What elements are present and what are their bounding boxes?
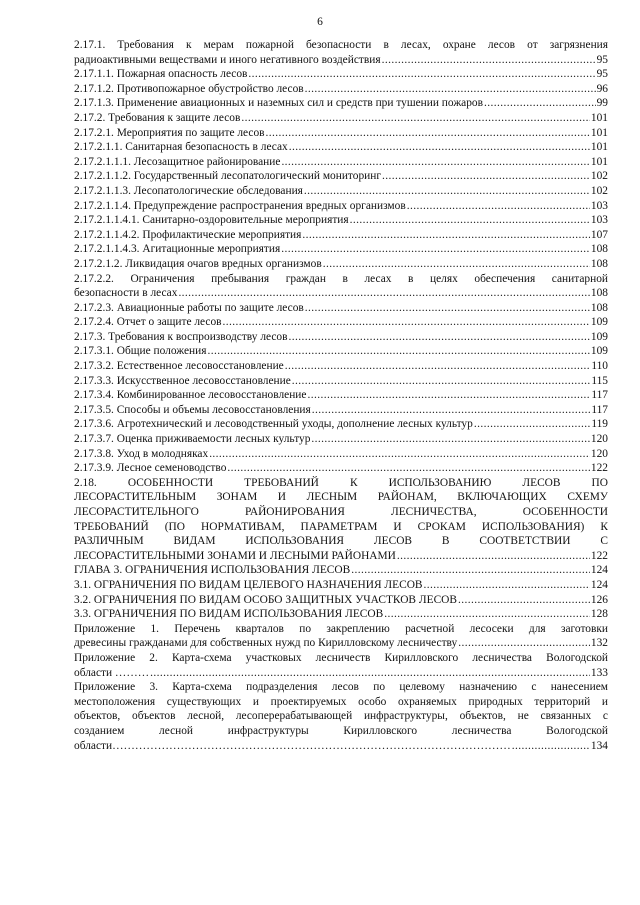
toc-entry-page: 108	[590, 243, 608, 256]
toc-entry[interactable]	[74, 432, 608, 447]
toc-entry-title: 2.17.2.1. Мероприятия по защите лесов	[74, 126, 265, 139]
toc-entry-title: древесины гражданами для собственных нужд по Кирилловскому лесничеству	[74, 637, 458, 650]
dot-leader	[266, 126, 590, 141]
toc-entry[interactable]	[74, 169, 608, 184]
toc-entry-page: 108	[590, 257, 608, 270]
toc-entry-page: 101	[590, 155, 608, 168]
dot-leader	[305, 82, 596, 97]
toc-entry-line: РАЗЛИЧНЫМ ВИДАМ ИСПОЛЬЗОВАНИЯ ЛЕСОВ В СООТВЕТСТВИИ С	[74, 535, 608, 548]
toc-entry[interactable]	[74, 578, 608, 593]
dot-leader	[288, 330, 589, 345]
toc-entry-title: 2.17.2.1.1. Санитарная безопасность в лесах	[74, 141, 288, 154]
toc-entry-line: Приложение 3. Карта-схема подразделения лесов по целевому назначению с нанесением	[74, 681, 608, 694]
dot-leader	[382, 53, 596, 68]
toc-entry[interactable]	[74, 607, 608, 622]
toc-entry[interactable]	[74, 417, 608, 432]
toc-entry-title: области ………	[74, 666, 150, 679]
toc-entry-page: 101	[590, 141, 608, 154]
toc-entry[interactable]	[74, 126, 608, 141]
toc-entry[interactable]	[74, 242, 608, 257]
toc-entry-page: 122	[590, 549, 608, 562]
dot-leader	[312, 403, 591, 418]
dot-leader	[241, 111, 590, 126]
toc-entry-title: 2.17.1.1. Пожарная опасность лесов	[74, 68, 248, 81]
toc-entry-page: 133	[590, 666, 608, 679]
toc-entry-title: 2.17.2.1.1.1. Лесозащитное районирование	[74, 155, 281, 168]
toc-entry[interactable]	[74, 388, 608, 403]
toc-entry-line: объектов, объектов лесной, лесоперерабатывающей инфраструктуры, объектов, не связанных с	[74, 710, 608, 723]
toc-entry-title: 2.17.2.1.1.4.2. Профилактические мероприятия	[74, 228, 302, 241]
toc-entry-page: 122	[590, 462, 608, 475]
dot-leader	[458, 636, 590, 651]
toc-entry-title: 2.17.3.7. Оценка приживаемости лесных культур	[74, 433, 311, 446]
toc-entry-line: Приложение 1. Перечень кварталов по закреплению расчетной лесосеки для заготовки	[74, 622, 608, 635]
dot-leader	[484, 96, 596, 111]
toc-entry[interactable]	[74, 359, 608, 374]
dot-leader	[281, 155, 589, 170]
toc-entry[interactable]	[74, 651, 608, 680]
toc-entry-title: 2.17.2.1.1.4.3. Агитационные мероприятия	[74, 243, 281, 256]
toc-entry-title: 2.17.3.2. Естественное лесовосстановление	[74, 360, 284, 373]
toc-entry-line: Приложение 2. Карта-схема участковых лесничеств Кирилловского лесничества Вологодской	[74, 651, 608, 664]
toc-entry-line: ТРЕБОВАНИЙ (ПО НОРМАТИВАМ, ПАРАМЕТРАМ И СРОКАМ ИСПОЛЬЗОВАНИЯ) К	[74, 520, 608, 533]
dot-leader	[209, 447, 590, 462]
toc-entry-page: 109	[590, 345, 608, 358]
toc-entry-title: 3.2. ОГРАНИЧЕНИЯ ПО ВИДАМ ОСОБО ЗАЩИТНЫХ УЧАСТКОВ ЛЕСОВ	[74, 593, 457, 606]
toc-entry-line: созданием лесной инфраструктуры Кирилловского лесничества Вологодской	[74, 724, 608, 737]
toc-entry[interactable]	[74, 272, 608, 301]
dot-leader	[289, 140, 590, 155]
dot-leader	[178, 286, 589, 301]
toc-entry-title: области……………………………………………………………………………………………	[74, 739, 511, 752]
toc-entry-page: 132	[590, 637, 608, 650]
toc-entry[interactable]	[74, 680, 608, 753]
toc-entry-page: 134	[590, 739, 608, 752]
toc-entry-page: 99	[596, 97, 608, 110]
page-number: 6	[317, 16, 323, 28]
dot-leader	[512, 739, 590, 754]
toc-entry-title: 3.3. ОГРАНИЧЕНИЯ ПО ВИДАМ ИСПОЛЬЗОВАНИЯ ЛЕСОВ	[74, 608, 384, 621]
toc-entry-title: 2.17.2.1.1.4. Предупреждение распространения вредных организмов	[74, 199, 406, 212]
dot-leader	[248, 67, 595, 82]
toc-entry-page: 107	[590, 228, 608, 241]
toc-entry[interactable]	[74, 563, 608, 578]
toc-entry[interactable]	[74, 184, 608, 199]
toc-entry-title: 2.17.2. Требования к защите лесов	[74, 111, 241, 124]
toc-entry[interactable]	[74, 461, 608, 476]
toc-entry[interactable]	[74, 315, 608, 330]
toc-entry[interactable]	[74, 82, 608, 97]
toc-entry[interactable]	[74, 476, 608, 564]
dot-leader	[407, 199, 590, 214]
toc-entry[interactable]	[74, 199, 608, 214]
dot-leader	[350, 213, 590, 228]
toc-entry-title: 2.17.1.2. Противопожарное обустройство лесов	[74, 82, 304, 95]
toc-entry-title: 2.17.3.3. Искусственное лесовосстановление	[74, 374, 291, 387]
toc-entry-title: 2.17.1.3. Применение авиационных и наземных сил и средств при тушении пожаров	[74, 97, 484, 110]
toc-entry[interactable]	[74, 140, 608, 155]
dot-leader	[458, 593, 590, 608]
toc-entry-title: 2.17.2.1.1.4.1. Санитарно-оздоровительные мероприятия	[74, 214, 349, 227]
dot-leader	[305, 301, 590, 316]
toc-entry[interactable]	[74, 228, 608, 243]
toc-entry-page: 101	[590, 126, 608, 139]
toc-entry-page: 109	[590, 330, 608, 343]
toc-entry-title: 2.17.3.6. Агротехнический и лесоводственный уходы, дополнение лесных культур	[74, 418, 473, 431]
toc-entry-line: ЛЕСОРАСТИТЕЛЬНЫМ ЗОНАМ И ЛЕСНЫМ РАЙОНАМ, ВКЛЮЧАЮЩИХ СХЕМУ	[74, 491, 608, 504]
toc-entry-title: 2.17.3.9. Лесное семеноводство	[74, 462, 227, 475]
dot-leader	[207, 344, 589, 359]
toc-entry-page: 117	[591, 389, 608, 402]
toc-entry-page: 124	[590, 564, 608, 577]
dot-leader	[384, 607, 590, 622]
toc-entry[interactable]	[74, 301, 608, 316]
toc-entry-title: 2.17.2.1.1.3. Лесопатологические обследования	[74, 184, 303, 197]
dot-leader	[351, 563, 590, 578]
dot-leader	[227, 461, 590, 476]
toc-entry-page: 102	[590, 184, 608, 197]
toc-entry-title: 2.17.2.3. Авиационные работы по защите лесов	[74, 301, 304, 314]
toc-entry[interactable]	[74, 344, 608, 359]
dot-leader	[307, 388, 590, 403]
toc-entry[interactable]	[74, 593, 608, 608]
toc-entry[interactable]	[74, 330, 608, 345]
toc-entry-line: 2.17.2.2. Ограничения пребывания граждан в лесах в целях обеспечения санитарной	[74, 272, 608, 285]
toc-entry-page: 95	[596, 68, 608, 81]
toc-entry-title: 2.17.3.1. Общие положения	[74, 345, 207, 358]
toc-entry[interactable]	[74, 111, 608, 126]
dot-leader	[302, 228, 590, 243]
toc-entry-page: 128	[590, 608, 608, 621]
toc-entry-page: 108	[590, 301, 608, 314]
toc-entry-title: 2.17.3.4. Комбинированное лесовосстановление	[74, 389, 307, 402]
toc-entry-page: 101	[590, 111, 608, 124]
dot-leader	[311, 432, 589, 447]
toc-entry-page: 102	[590, 170, 608, 183]
dot-leader	[304, 184, 590, 199]
toc-entry[interactable]	[74, 257, 608, 272]
toc-entry-page: 103	[590, 199, 608, 212]
dot-leader	[281, 242, 590, 257]
toc-entry[interactable]	[74, 155, 608, 170]
toc-entry-title: 2.17.2.4. Отчет о защите лесов	[74, 316, 222, 329]
toc-entry[interactable]	[74, 96, 608, 111]
toc-entry-page: 96	[596, 82, 608, 95]
dot-leader	[150, 666, 590, 681]
toc-entry-title: 2.17.3. Требования к воспроизводству лесов	[74, 330, 288, 343]
toc-entry-title: ГЛАВА 3. ОГРАНИЧЕНИЯ ИСПОЛЬЗОВАНИЯ ЛЕСОВ	[74, 564, 351, 577]
toc-entry-page: 109	[590, 316, 608, 329]
toc-entry-title: 2.17.3.5. Способы и объемы лесовосстановления	[74, 403, 311, 416]
dot-leader	[397, 549, 590, 564]
toc-entry-title: безопасности в лесах	[74, 287, 178, 300]
toc-entry-line: ЛЕСОРАСТИТЕЛЬНОГО РАЙОНИРОВАНИЯ ЛЕСНИЧЕСТВА, ОСОБЕННОСТИ	[74, 506, 608, 518]
toc-entry[interactable]	[74, 38, 608, 67]
toc-entry-page: 115	[591, 374, 608, 387]
toc-entry-title: 3.1. ОГРАНИЧЕНИЯ ПО ВИДАМ ЦЕЛЕВОГО НАЗНАЧЕНИЯ ЛЕСОВ	[74, 578, 423, 591]
toc-entry-page: 95	[596, 53, 608, 66]
toc-entry-page: 117	[591, 403, 608, 416]
dot-leader	[285, 359, 591, 374]
toc-entry-title: радиоактивными веществами и иного негативного воздействия	[74, 53, 381, 66]
toc-entry[interactable]	[74, 447, 608, 462]
dot-leader	[424, 578, 590, 593]
toc-entry[interactable]	[74, 622, 608, 651]
toc-entry-page: 110	[591, 360, 608, 373]
toc-entry-page: 108	[590, 287, 608, 300]
dot-leader	[323, 257, 590, 272]
toc-entry-line: местоположения существующих и проектируемых особо охраняемых природных территорий и	[74, 695, 608, 708]
toc-entry-line: 2.17.1. Требования к мерам пожарной безопасности в лесах, охране лесов от загрязнения	[74, 39, 608, 51]
dot-leader	[223, 315, 590, 330]
toc-entry-page: 120	[590, 447, 608, 460]
toc-entry-line: 2.18. ОСОБЕННОСТИ ТРЕБОВАНИЙ К ИСПОЛЬЗОВАНИЮ ЛЕСОВ ПО	[74, 476, 608, 489]
toc-entry-title: 2.17.2.1.2. Ликвидация очагов вредных организмов	[74, 257, 322, 270]
toc-entry-title: 2.17.3.8. Уход в молодняках	[74, 447, 209, 460]
toc-entry-page: 120	[590, 433, 608, 446]
toc-entry[interactable]	[74, 403, 608, 418]
toc-entry-title: ЛЕСОРАСТИТЕЛЬНЫМИ ЗОНАМИ И ЛЕСНЫМИ РАЙОНАМИ	[74, 549, 396, 562]
toc-entry-page: 124	[590, 578, 608, 591]
dot-leader	[292, 374, 591, 389]
toc-entry[interactable]	[74, 67, 608, 82]
toc-entry[interactable]	[74, 374, 608, 389]
dot-leader	[474, 417, 591, 432]
toc-entry-page: 126	[590, 593, 608, 606]
dot-leader	[382, 169, 590, 184]
table-of-contents	[74, 38, 608, 753]
toc-entry-page: 119	[591, 418, 608, 431]
toc-entry[interactable]	[74, 213, 608, 228]
toc-entry-title: 2.17.2.1.1.2. Государственный лесопатологический мониторинг	[74, 170, 382, 183]
toc-entry-page: 103	[590, 214, 608, 227]
